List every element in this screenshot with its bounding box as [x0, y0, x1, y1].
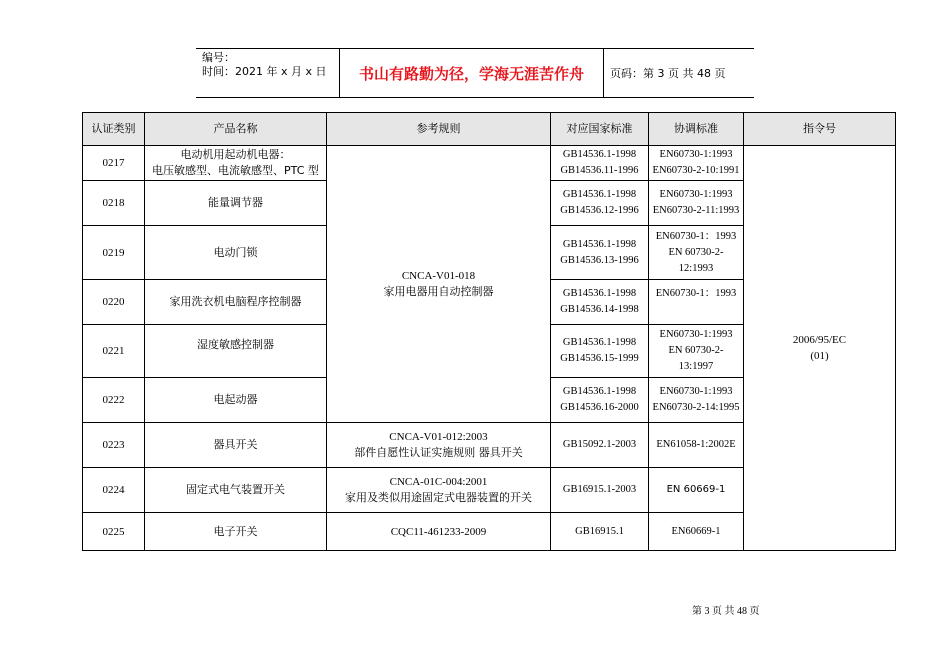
national-standard: GB14536.1-1998 GB14536.13-1996: [551, 226, 649, 280]
directive-number: 2006/95/EC (01): [744, 146, 896, 551]
category-code: 0220: [83, 280, 145, 325]
harmonized-standard: EN61058-1:2002E: [649, 423, 744, 468]
column-header: 产品名称: [145, 113, 327, 146]
table-header-row: [83, 113, 896, 146]
national-standard: GB16915.1-2003: [551, 468, 649, 513]
page-footer: 第 3 页 共 48 页: [692, 606, 760, 617]
harmonized-standard: EN60730-1:1993 EN60730-2-10:1991: [649, 146, 744, 181]
national-standard: GB16915.1: [551, 513, 649, 551]
reference-rule: CNCA-01C-004:2001 家用及类似用途固定式电器装置的开关: [327, 468, 551, 513]
national-standard: GB15092.1-2003: [551, 423, 649, 468]
product-name: 电动机用起动机电器： 电压敏感型、电流敏感型、PTC 型: [145, 146, 327, 181]
harmonized-standard: EN60730-1:1993 EN60730-2-11:1993: [649, 181, 744, 226]
column-header: 协调标准: [649, 113, 744, 146]
header-motto: 书山有路勤为径，学海无涯苦作舟: [339, 49, 604, 97]
category-code: 0222: [83, 378, 145, 423]
harmonized-standard: EN60669-1: [649, 513, 744, 551]
harmonized-standard: EN60730-1:1993 EN 60730-2- 13:1997: [649, 325, 744, 378]
reference-rule-merged: CNCA-V01-018 家用电器用自动控制器: [327, 146, 551, 423]
reference-rule: CQC11-461233-2009: [327, 513, 551, 551]
product-name: 电子开关: [145, 513, 327, 551]
page-header: [196, 48, 754, 98]
harmonized-standard: EN60730-1：1993 EN 60730-2- 12:1993: [649, 226, 744, 280]
product-name: 器具开关: [145, 423, 327, 468]
category-code: 0221: [83, 325, 145, 378]
table-row: [83, 146, 896, 181]
header-meta: [196, 49, 338, 97]
certification-table: [82, 112, 896, 551]
harmonized-standard: EN 60669-1: [649, 468, 744, 513]
header-page-label: 页码：第 3 页 共 48 页: [610, 67, 726, 80]
reference-rule: CNCA-V01-012:2003 部件自愿性认证实施规则 器具开关: [327, 423, 551, 468]
national-standard: GB14536.1-1998 GB14536.16-2000: [551, 378, 649, 423]
date-label: 时间：2021 年 x 月 x 日: [202, 65, 327, 78]
category-code: 0219: [83, 226, 145, 280]
harmonized-standard: EN60730-1:1993 EN60730-2-14:1995: [649, 378, 744, 423]
column-header: 对应国家标准: [551, 113, 649, 146]
category-code: 0223: [83, 423, 145, 468]
category-code: 0224: [83, 468, 145, 513]
product-name: 能量调节器: [145, 181, 327, 226]
product-name: 固定式电气装置开关: [145, 468, 327, 513]
national-standard: GB14536.1-1998 GB14536.15-1999: [551, 325, 649, 378]
product-name: 湿度敏感控制器: [145, 325, 327, 378]
national-standard: GB14536.1-1998 GB14536.12-1996: [551, 181, 649, 226]
product-name: 电动门锁: [145, 226, 327, 280]
product-name: 家用洗衣机电脑程序控制器: [145, 280, 327, 325]
category-code: 0218: [83, 181, 145, 226]
harmonized-standard: EN60730-1：1993: [649, 280, 744, 325]
column-header: 指令号: [744, 113, 896, 146]
column-header: 参考规则: [327, 113, 551, 146]
category-code: 0225: [83, 513, 145, 551]
column-header: 认证类别: [83, 113, 145, 146]
product-name: 电起动器: [145, 378, 327, 423]
national-standard: GB14536.1-1998 GB14536.11-1996: [551, 146, 649, 181]
number-label: 编号：: [202, 51, 235, 64]
national-standard: GB14536.1-1998 GB14536.14-1998: [551, 280, 649, 325]
category-code: 0217: [83, 146, 145, 181]
